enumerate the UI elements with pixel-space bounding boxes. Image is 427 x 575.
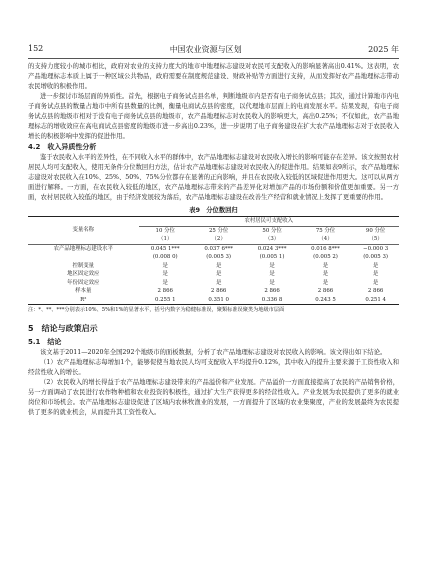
table-cell: (0.005 3) xyxy=(206,254,232,260)
table-cell: 是 xyxy=(269,279,275,286)
page-number: 152 xyxy=(28,44,44,53)
table-cell: 2 866 xyxy=(210,288,227,294)
table-cell: 0.255 1 xyxy=(154,296,176,303)
quantile-header: 75 分位 xyxy=(315,227,336,234)
table-row xyxy=(28,270,399,279)
table-cell: 0.024 3*** xyxy=(257,245,287,252)
table-cell: 是 xyxy=(162,262,168,269)
table-cell: 2 866 xyxy=(264,288,280,294)
paragraph: 进一步探讨市场层面的异质性。首先，根据电子商务试点县名单，判断地级市内是否有电子商务试点县；其次，通过计算地市内电子商务试点县的数量占地市中所有县数量的比例，衡量电商试点县的密度，以代理地市层面上的电商发展水平。结果发现，有电子商务试点县的地级市相对于没有电子商务试点县的地级市，农产品地理标志对农民收入的影响更大，高出0.25%；不仅如此，农产品地理标志的增收效应在高电商试点县密度的地级市进一步高出0.23%，进一步说明了电子商务建设在扩大农产品地理标志对于农民收入增长的积极影响中发挥的促进作用。 xyxy=(28,93,399,140)
table-cell: 是 xyxy=(322,271,329,277)
row-label: 地区固定效应 xyxy=(67,271,100,277)
table-cell: 是 xyxy=(269,262,275,269)
body-text xyxy=(28,62,399,418)
row-label: 样本量 xyxy=(75,288,92,294)
quantile-header: 50 分位 xyxy=(262,227,282,234)
table-cell: 是 xyxy=(215,279,222,286)
table-row xyxy=(28,279,399,288)
table-caption: 表9 分位数回归 xyxy=(189,207,238,214)
column-number: （2） xyxy=(211,236,226,242)
row-label: R² xyxy=(80,296,87,303)
table-cell: 2 866 xyxy=(367,288,384,294)
table-cell: 0.243 5 xyxy=(315,296,336,303)
table-cell: 是 xyxy=(322,262,329,269)
paragraph: 该文基于2011—2020年全国292个地级市的面板数据，分析了农产品地理标志建设对农民收入的影响。该文得出如下结论。 xyxy=(40,349,387,356)
table-cell: 是 xyxy=(372,279,379,286)
column-number: （1） xyxy=(158,236,173,242)
table-cell: 是 xyxy=(269,271,275,277)
paragraph: 鉴于农民收入水平的差异性，在不同收入水平的群体中，农产品地理标志建设对农民收入增长的影响可能存在差异。该文按照农村居民人均可支配收入，使用无条件分位数回归方法，估计农产品地理标志建设对农民收入的促进作用。结果如表9所示，农产品地理标志建设对农民收入在10%、25%、50%、75%分位都存在显著的正向影响，并且在农民收入较低的区域促进作用更大。这可以从两方面进行解释。一方面，在农民收入较低的地区，农产品地理标志带来的产品差异化对增加产品的市场份额和价值更加重要。另一方面，农村居民收入较低的地区，由于经济发展较为落后，农产品地理标志建设在改善生产经营和就业情况上发挥了更重要的作用。 xyxy=(28,154,399,201)
table-note: 注：*、**、***分别表示10%、5%和1%的显著水平，括号内数字为稳健标准误，聚類标准误聚类为地级市层面 xyxy=(28,307,285,313)
journal-name: 中国农业资源与区划 xyxy=(169,45,242,54)
table-row xyxy=(28,253,399,262)
paragraph: （2）农民收入的增长得益于农产品地理标志建设带来的产品溢价和产业发展。产品溢价一方面直接提高了农民的产品销售价格，另一方面调动了农民进行农作物种植和农业投资的积极性，通过扩大生产获得更多的经营性收入。产业发展为农民提供了更多的就业岗位和市场机会。农产品地理标志建设促进了区域内农林牧渔业的发展，一方面提升了区域的农业集聚度，产业的发展最终为农民提供了更多的就业机会，从而提升其工资性收入。 xyxy=(28,379,399,416)
table-cell: 0.016 8*** xyxy=(311,245,340,252)
table-cell: 0.336 8 xyxy=(261,296,283,303)
paragraph: 的支持力度较小的城市相比，政府对农业的支持力度大的地市中地理标志建设对农民可支配收入的影响显著高出0.41%。这表明，农产品地理标志本质上属于一种区域公共物品，政府需要在制度规范建设、财政补贴等方面进行支持，从而发挥好农产品地理标志带动农民增收的积极作用。 xyxy=(28,63,399,90)
quantile-header: 10 分位 xyxy=(155,227,175,234)
section-heading-5-1: 5.1 结论 xyxy=(28,338,62,346)
table-cell: (0.005 3) xyxy=(363,254,388,260)
table-row xyxy=(28,287,399,296)
row-label: 控制变量 xyxy=(72,262,95,269)
quantile-regression-table xyxy=(28,216,399,305)
var-header: 变量名称 xyxy=(28,217,139,245)
journal-year: 2025 年 xyxy=(368,45,399,54)
table-cell: 2 866 xyxy=(317,288,334,294)
paragraph: （1）农产品地理标志每增加1个，能够促使当地农民人均可支配收入平均提升0.12%，其中收入的提升主要来源于工资性收入和经营性收入的增长。 xyxy=(28,359,399,376)
column-number: （3） xyxy=(264,236,280,242)
running-header xyxy=(28,44,399,56)
quantile-header: 90 分位 xyxy=(365,227,386,234)
header-rule xyxy=(28,58,399,59)
table-cell: 是 xyxy=(215,262,222,269)
section-heading-4-2: 4.2 收入异质性分析 xyxy=(28,143,97,151)
table-cell: 0.045 1*** xyxy=(150,245,180,252)
table-cell: 是 xyxy=(162,279,168,286)
table-cell: 2 866 xyxy=(157,288,173,294)
table-cell: (0.005 1) xyxy=(259,254,285,260)
table-row xyxy=(28,244,399,253)
quantile-header: 25 分位 xyxy=(208,227,229,234)
table-cell: 0.037 6*** xyxy=(204,245,233,252)
row-label: 农产品地理标志建设水平 xyxy=(53,245,113,252)
table-row xyxy=(28,296,399,305)
row-label: 年份固定效应 xyxy=(67,279,100,286)
table-cell: −0.000 3 xyxy=(363,245,389,252)
table-cell: 是 xyxy=(162,271,168,277)
group-header: 农村居民可支配收入 xyxy=(139,217,399,227)
table-cell: 0.251 4 xyxy=(365,296,386,303)
table-cell: 0.351 0 xyxy=(208,296,229,303)
table-cell: (0.008 0) xyxy=(152,254,178,260)
column-number: （5） xyxy=(368,236,383,242)
table-cell: 是 xyxy=(322,279,329,286)
table-cell: 是 xyxy=(215,271,222,277)
row-label xyxy=(28,253,139,262)
table-cell: 是 xyxy=(372,271,379,277)
table-cell: (0.005 2) xyxy=(313,254,338,260)
section-heading-5: 5 结论与政策启示 xyxy=(28,324,98,333)
table-cell: 是 xyxy=(372,262,379,269)
table-row xyxy=(28,262,399,271)
column-number: （4） xyxy=(318,236,333,242)
